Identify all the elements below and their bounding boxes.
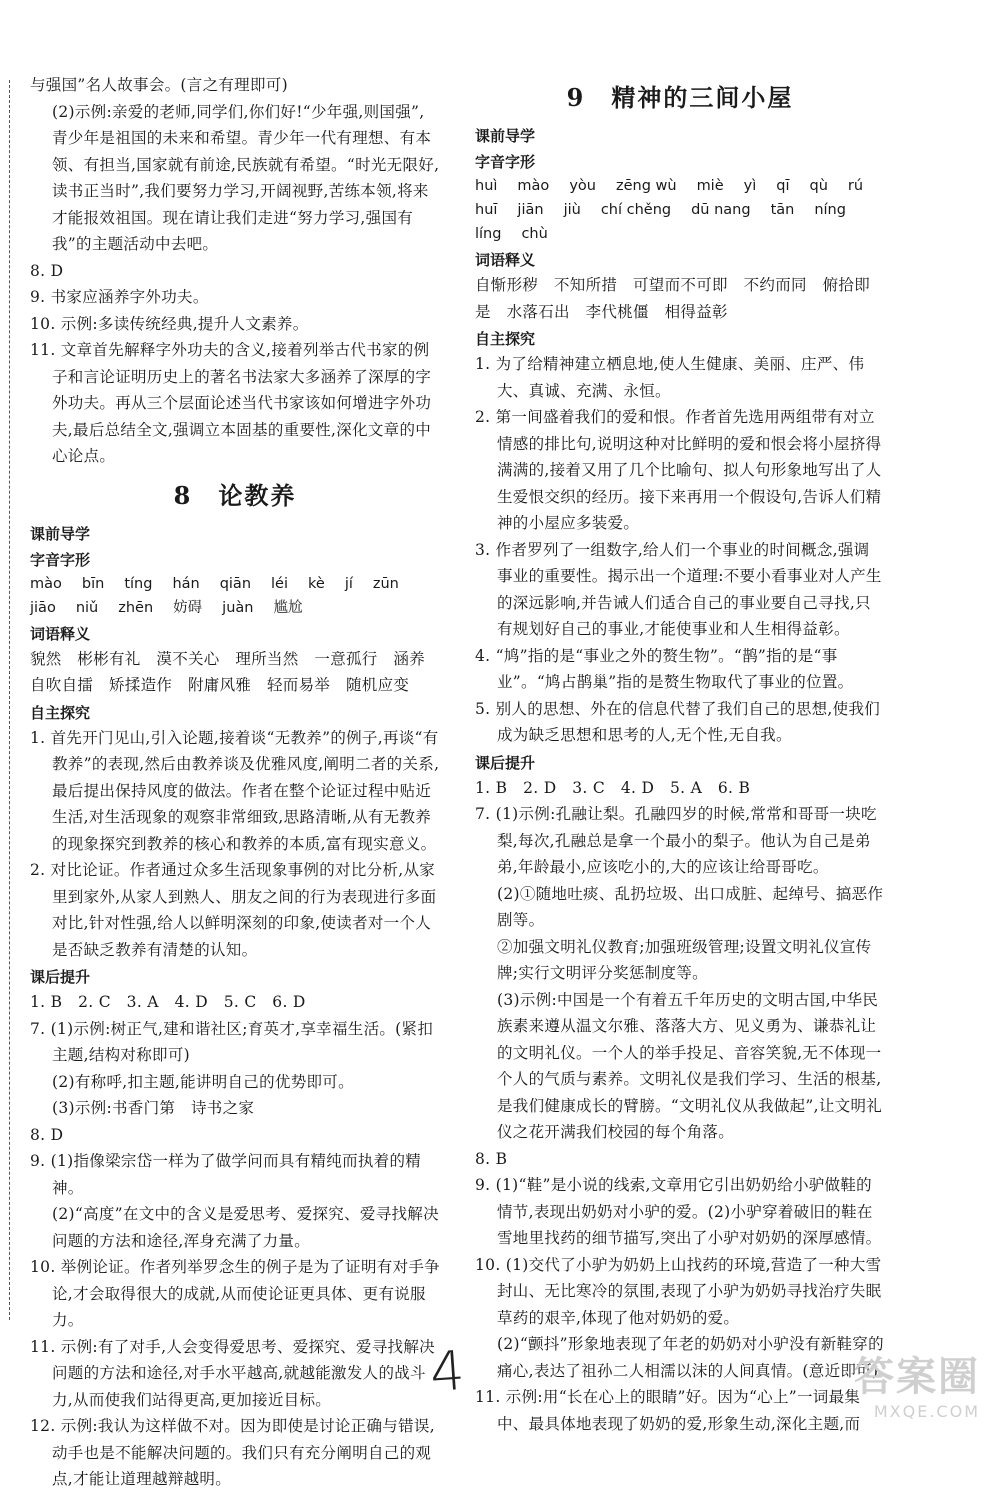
pinyin-word: zhēn bbox=[118, 599, 154, 616]
answer-text: (3)示例:书香门第 诗书之家 bbox=[52, 1099, 255, 1117]
section-heading: 字音字形 bbox=[30, 550, 91, 569]
pinyin-word: mào bbox=[30, 575, 62, 592]
pinyin-word: bīn bbox=[81, 575, 105, 592]
pinyin-row bbox=[30, 596, 440, 620]
answer-text: 8. D bbox=[30, 261, 64, 280]
pinyin-word: tān bbox=[770, 202, 795, 218]
pinyin-word: mào bbox=[517, 178, 550, 194]
pinyin-word: líng bbox=[475, 226, 502, 242]
pinyin-word: jí bbox=[344, 575, 353, 592]
page-number: 4 bbox=[427, 1338, 467, 1405]
answer-text: 11. 文章首先解释字外功夫的含义,接着列举古代书家的例子和言论证明历史上的著名书法家大多涵养了深厚的字外功夫。再从三个层面论述当代书家该如何增进字外功夫,最后总结全文,强调立本固基的重要性,深化文章的中心论点。 bbox=[30, 341, 432, 465]
answer-text: 11. 示例:用“长在心上的眼睛”好。因为“心上”一词最集中、最具体地表现了奶奶的爱,形象生动,深化主题,而 bbox=[475, 1388, 861, 1433]
answer-text: 10. 举例论证。作者列举罗念生的例子是为了证明有对手争论,才会取得很大的成就,从而使论证更具体、更有说服力。 bbox=[30, 1258, 440, 1329]
pinyin-word: qiān bbox=[219, 575, 252, 592]
section-heading: 自主探究 bbox=[475, 330, 536, 348]
answer-text: 7. (1)示例:孔融让梨。孔融四岁的时候,常常和哥哥一块吃梨,每次,孔融总是拿一个最小的梨子。他认为自己是弟弟,年龄最小,应该吃小的,大的应该让给哥哥吃。 bbox=[475, 805, 877, 876]
lesson-title: 9 精神的三间小屋 bbox=[566, 83, 794, 112]
answer-text: 5. 别人的思想、外在的信息代替了我们自己的思想,使我们成为缺乏思想和思考的人,无个性,无自我。 bbox=[475, 699, 881, 744]
pinyin-word: níng bbox=[814, 202, 846, 218]
answer-text: (2)“高度”在文中的含义是爱思考、爱探究、爱寻找解决问题的方法和途径,浑身充满了力量。 bbox=[52, 1205, 439, 1250]
section-heading: 字音字形 bbox=[475, 153, 536, 171]
section-heading: 课前导学 bbox=[30, 524, 91, 543]
pinyin-word: jiù bbox=[563, 202, 581, 218]
pinyin-word: chù bbox=[521, 226, 548, 242]
section-heading: 自主探究 bbox=[30, 703, 91, 722]
section-heading: 课前导学 bbox=[475, 127, 536, 145]
answer-text: 1. 首先开门见山,引入论题,接着谈“无教养”的例子,再谈“有教养”的表现,然后由教养谈及优雅风度,阐明二者的关系,最后提出保持风度的做法。作者在整个论证过程中贴近生活,对生活现象的观察非常细致,思路清晰,从有无教养的现象探究到教养的核心和教养的本质,富有现实意义。 bbox=[30, 728, 440, 853]
answer-text: ②加强文明礼仪教育;加强班级管理;设置文明礼仪宣传牌;实行文明评分奖惩制度等。 bbox=[497, 937, 872, 982]
pinyin-word: huī bbox=[475, 202, 498, 218]
section-heading: 词语释义 bbox=[475, 251, 536, 269]
answer-text: 10. 示例:多读传统经典,提升人文素养。 bbox=[30, 314, 309, 333]
pinyin-word: chí chěng bbox=[600, 202, 672, 218]
pinyin-word: 尴尬 bbox=[273, 599, 303, 616]
pinyin-word: rú bbox=[847, 178, 864, 194]
answer-text: 8. B bbox=[475, 1149, 508, 1168]
answer-text: (3)示例:中国是一个有着五千年历史的文明古国,中华民族素来遵从温文尔雅、落落大方、见义勇为、谦恭礼让的文明礼仪。一个人的举手投足、音容笑貌,无不体现一个人的气质与素养。文明礼仪是我们学习、生活的根基,是我们健康成长的臂膀。“文明礼仪从我做起”,让文明礼仪之花开满我们校园的每个角落。 bbox=[497, 990, 883, 1141]
pinyin-row bbox=[475, 198, 885, 222]
pinyin-row bbox=[475, 222, 885, 246]
pinyin-word: dū nang bbox=[691, 202, 751, 218]
section-heading: 课后提升 bbox=[475, 753, 536, 772]
answer-text: 自惭形秽 不知所措 可望而不可即 不约而同 俯拾即是 水落石出 李代桃僵 相得益彰 bbox=[475, 276, 871, 321]
section-heading: 词语释义 bbox=[30, 624, 91, 643]
pinyin-word: léi bbox=[271, 575, 288, 592]
answer-text: (2)“颤抖”形象地表现了年老的奶奶对小驴没有新鞋穿的痛心,表达了祖孙二人相濡以沫的人间真情。(意近即可) bbox=[497, 1335, 884, 1380]
answer-text: (2)有称呼,扣主题,能讲明自己的优势即可。 bbox=[52, 1072, 354, 1091]
answer-text: 9. (1)指像梁宗岱一样为了做学问而具有精纯而执着的精神。 bbox=[30, 1152, 422, 1197]
pinyin-word: hán bbox=[172, 575, 200, 592]
answer-text: 2. 第一间盛着我们的爱和恨。作者首先选用两组带有对立情感的排比句,说明这种对比鲜明的爱和恨会将小屋挤得满满的,接着又用了几个比喻句、拟人句形象地写出了人生爱恨交织的经历。接下来再用一个假设句,告诉人们精神的小屋应多装爱。 bbox=[475, 408, 882, 532]
pinyin-word: kè bbox=[308, 575, 325, 592]
pinyin-word: juàn bbox=[222, 599, 254, 616]
watermark bbox=[854, 1345, 980, 1421]
answer-text: 10. (1)交代了小驴为奶奶上山找药的环境,营造了一种大雪封山、无比寒冷的氛围,表现了小驴为奶奶寻找治疗失眠草药的艰辛,体现了他对奶奶的爱。 bbox=[475, 1255, 882, 1327]
pinyin-word: miè bbox=[696, 178, 724, 194]
answer-text: (2)示例:亲爱的老师,同学们,你们好!“少年强,则国强”,青少年是祖国的未来和希望。青少年一代有理想、有本领、有担当,国家就有前途,民族就有希望。“时光无限好,读书正当时”,我们要努力学习,开阔视野,苦练本领,将来才能报效祖国。现在请让我们走进“努力学习,强国有我”的主题活动中去吧。 bbox=[52, 102, 440, 253]
pinyin-word: jiāo bbox=[30, 599, 56, 616]
pinyin-word: yòu bbox=[569, 178, 596, 194]
pinyin-row bbox=[475, 174, 885, 198]
answer-text: 3. 作者罗列了一组数字,给人们一个事业的时间概念,强调事业的重要性。揭示出一个道理:不要小看事业对人产生的深远影响,并告诫人们适合自己的事业要自己寻找,只有规划好自己的事业,才能使事业和人生相得益彰。 bbox=[475, 540, 882, 638]
answer-text: 与强国”名人故事会。(言之有理即可) bbox=[30, 76, 288, 94]
answer-text: 8. D bbox=[30, 1125, 64, 1144]
pinyin-word: tíng bbox=[124, 575, 153, 592]
left-column bbox=[30, 72, 440, 1493]
pinyin-word: huì bbox=[475, 178, 498, 194]
answer-text: 1. B 2. C 3. A 4. D 5. C 6. D bbox=[30, 993, 306, 1011]
lesson-title: 8 论教养 bbox=[173, 480, 297, 510]
pinyin-word: niǔ bbox=[75, 599, 99, 616]
pinyin-word: yì bbox=[743, 178, 757, 194]
pinyin-word: zūn bbox=[372, 575, 399, 592]
pinyin-word: zēng wù bbox=[615, 178, 677, 194]
pinyin-row bbox=[30, 572, 440, 596]
pinyin-word: jiān bbox=[517, 202, 544, 218]
watermark-main: 答案圈 bbox=[854, 1354, 980, 1400]
answer-text: 2. 对比论证。作者通过众多生活现象事例的对比分析,从家里到家外,从家人到熟人、朋友之间的行为表现进行多面对比,针对性强,给人以鲜明深刻的印象,使读者对一个人是否缺乏教养有清楚的认知。 bbox=[30, 861, 437, 959]
section-heading: 课后提升 bbox=[30, 968, 91, 986]
pinyin-word: 妨碍 bbox=[173, 599, 203, 616]
answer-text: 11. 示例:有了对手,人会变得爱思考、爱探究、爱寻找解决问题的方法和途径,对手水平越高,就越能激发人的战斗力,从而使我们站得更高,更加接近目标。 bbox=[30, 1337, 435, 1409]
answer-text: 貌然 彬彬有礼 漠不关心 理所当然 一意孤行 涵养 自吹自擂 矫揉造作 附庸风雅 轻而易举 随机应变 bbox=[30, 649, 441, 694]
pinyin-word: qù bbox=[809, 178, 828, 194]
answer-text: 12. 示例:我认为这样做不对。因为即使是讨论正确与错误,动手也是不能解决问题的。我们只有充分阐明自己的观点,才能让道理越辩越明。 bbox=[30, 1417, 435, 1488]
answer-text: 1. 为了给精神建立栖息地,使人生健康、美丽、庄严、伟大、真诚、充满、永恒。 bbox=[475, 355, 865, 400]
right-column bbox=[475, 72, 885, 1437]
answer-text: 1. B 2. D 3. C 4. D 5. A 6. B bbox=[475, 778, 751, 797]
watermark-sub: MXQE.COM bbox=[873, 1402, 980, 1421]
answer-text: (2)①随地吐痰、乱扔垃圾、出口成脏、起绰号、搞恶作剧等。 bbox=[497, 884, 884, 929]
answer-text: 7. (1)示例:树正气,建和谐社区;育英才,享幸福生活。(紧扣主题,结构对称即可) bbox=[30, 1019, 434, 1064]
margin-dashed-line bbox=[9, 80, 10, 1320]
pinyin-word: qī bbox=[776, 178, 790, 194]
answer-text: 9. 书家应涵养字外功夫。 bbox=[30, 288, 209, 306]
answer-text: 9. (1)“鞋”是小说的线索,文章用它引出奶奶给小驴做鞋的情节,表现出奶奶对小驴的爱。(2)小驴穿着破旧的鞋在雪地里找药的细节描写,突出了小驴对奶奶的深厚感情。 bbox=[475, 1176, 882, 1247]
answer-text: 4. “鸠”指的是“事业之外的赘生物”。“鹊”指的是“事业”。“鸠占鹊巢”指的是赘生物取代了事业的位置。 bbox=[475, 646, 854, 691]
